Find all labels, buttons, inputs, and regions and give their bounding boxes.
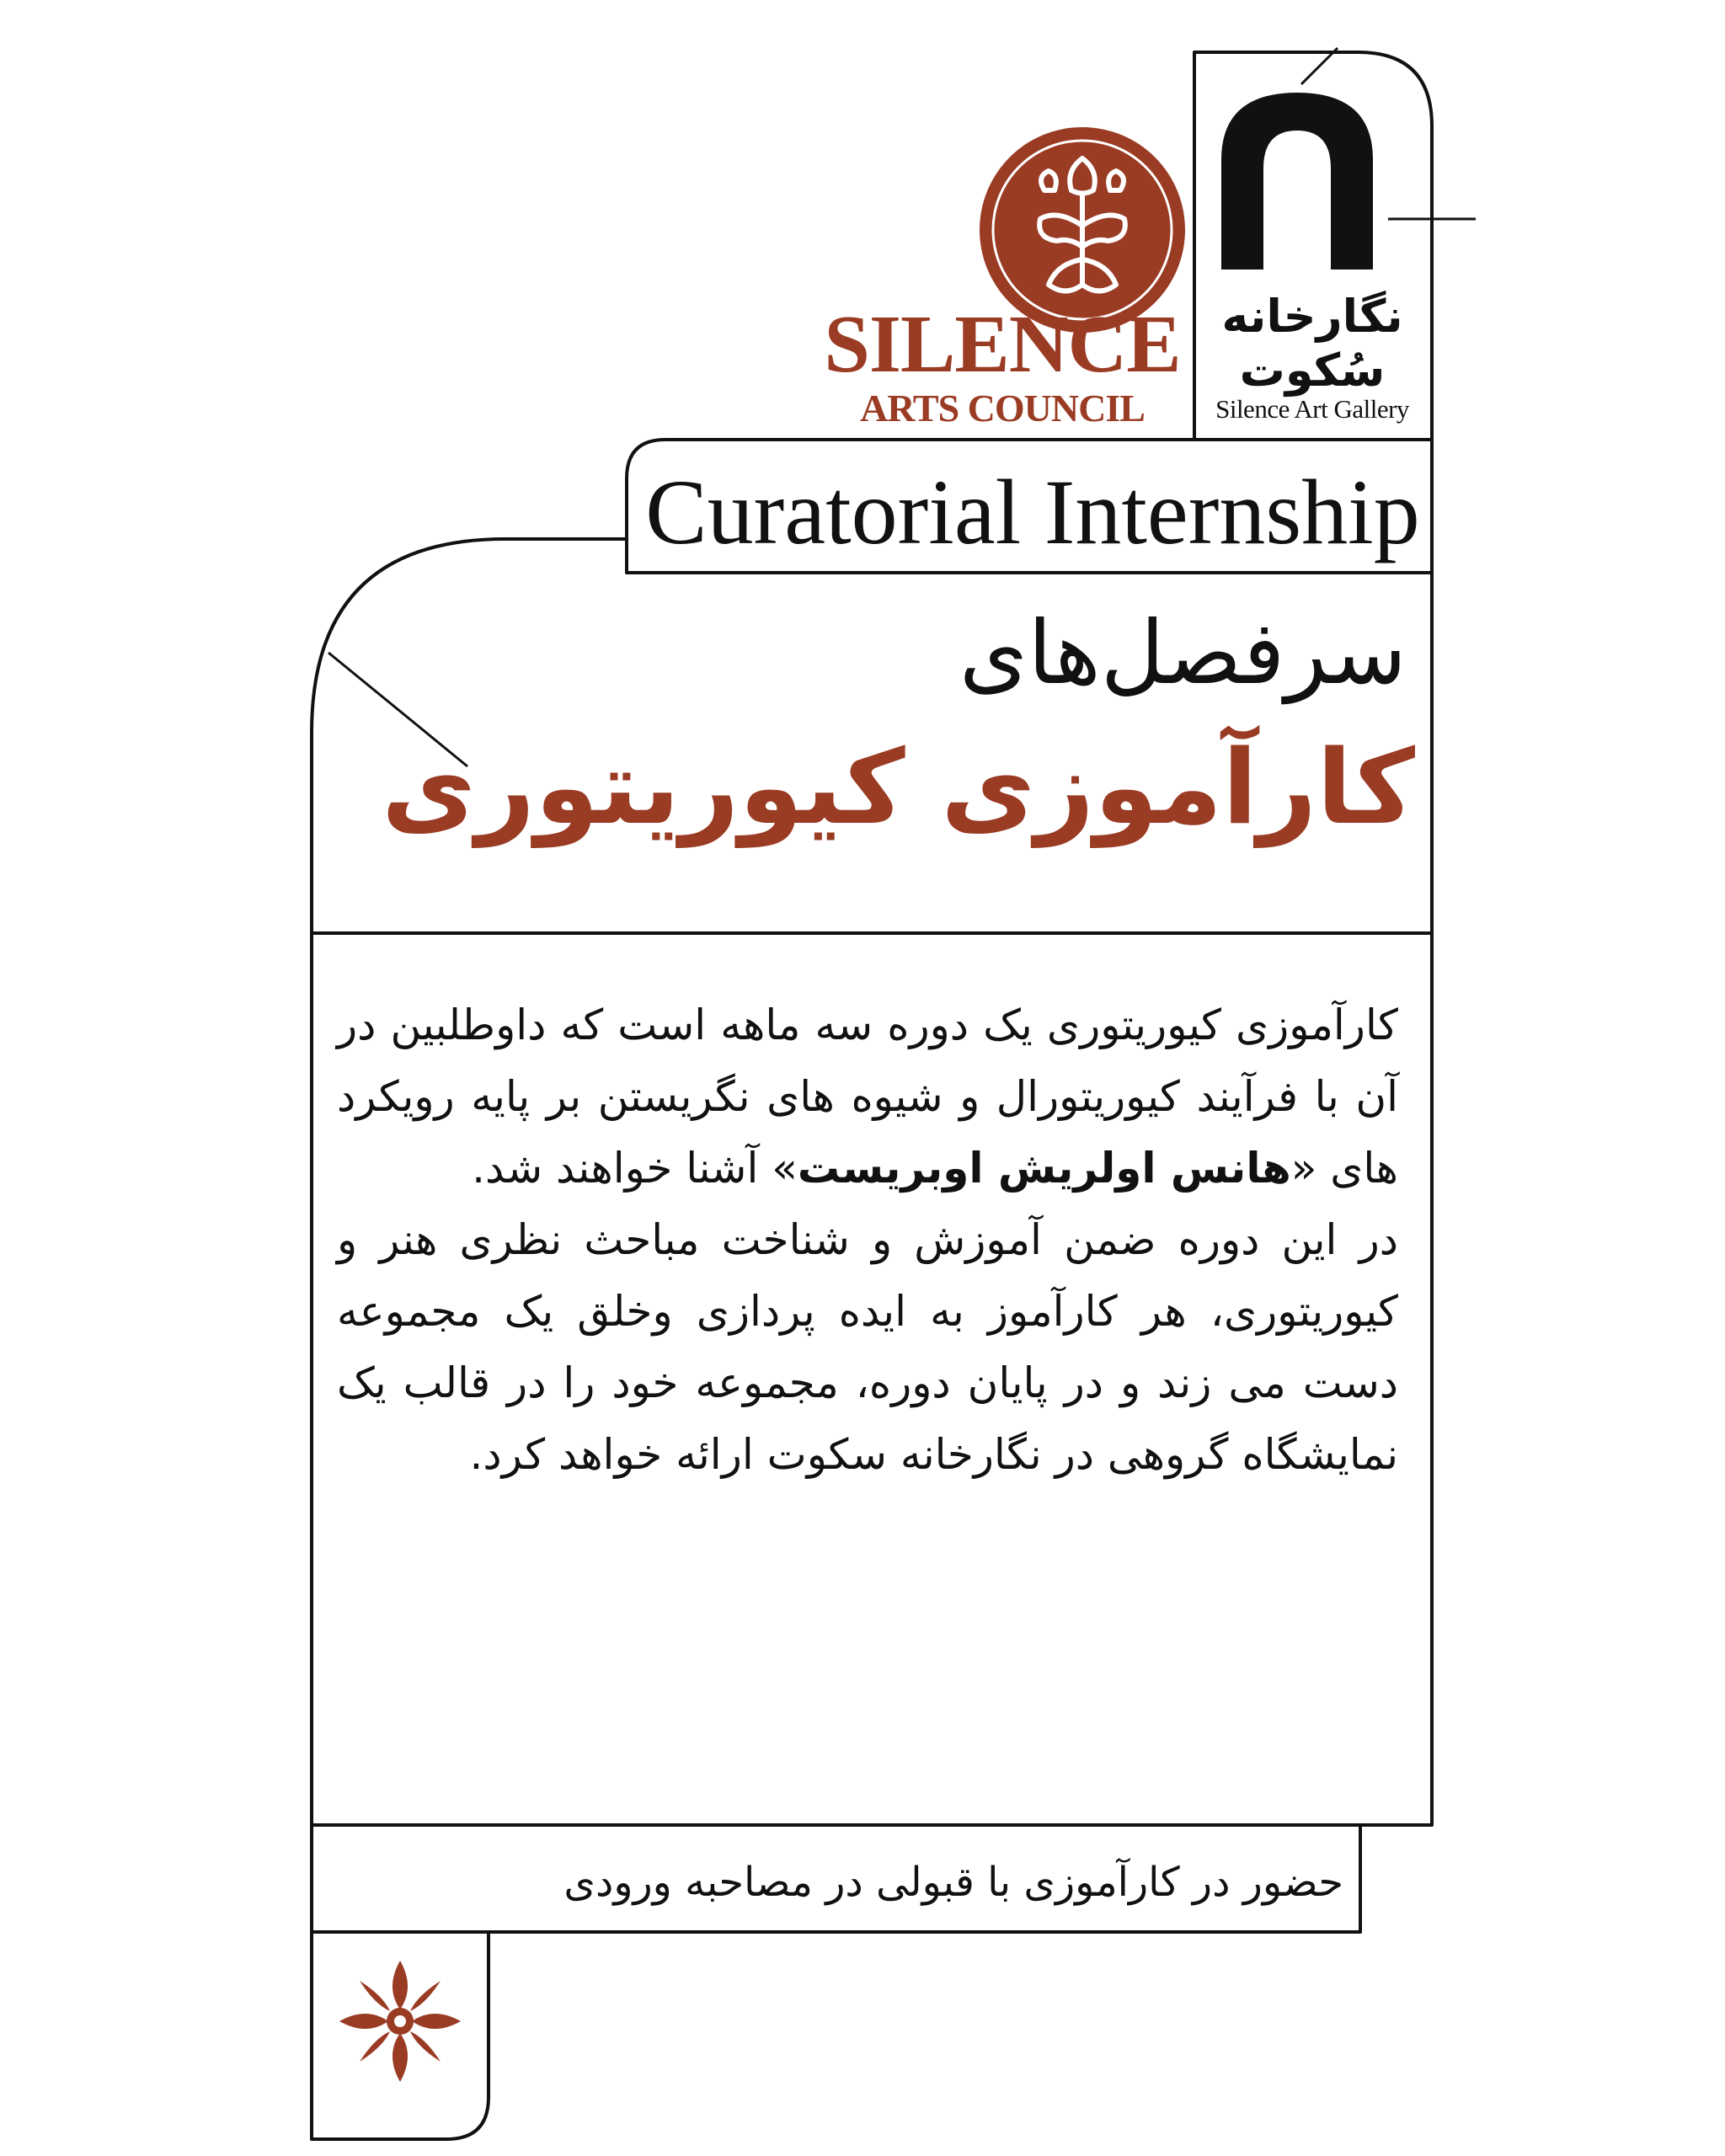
paragraph-1: کارآموزی کیوریتوری یک دوره سه ماهه است که داوطلبین در آن با فرآیند کیوریتورال و شیوه های نگریستن بر پایه رویکرد های «هانس اولریش اوبریست» آشنا خواهند شد. — [337, 1001, 1398, 1193]
subtitle-fa: سرفصل‌های — [959, 601, 1407, 704]
program-title: Curatorial Internship — [645, 461, 1420, 563]
flower-ornament-icon — [333, 1954, 467, 2089]
gallery-name-fa: نگارخانه سُکوت — [1221, 290, 1403, 397]
arched-window-icon — [1213, 84, 1381, 278]
mentor-name: هانس اولریش اوبریست — [797, 1144, 1291, 1193]
description — [337, 990, 1398, 1491]
council-subtitle: ARTS COUNCIL — [860, 387, 1145, 430]
headline-fa: کارآموزی کیوریتوری — [382, 728, 1415, 847]
paragraph-2: در این دوره ضمن آموزش و شناخت مباحث نظری هنر و کیوریتوری، هر کارآموز به ایده پردازی وخلق یک مجموعه دست می زند و در پایان دوره، مجموعه خود را در قالب یک نمایشگاه گروهی در نگارخانه سکوت ارائه خواهد کرد. — [337, 1215, 1398, 1479]
admission-note: حضور در کارآموزی با قبولی در مصاحبه ورودی — [563, 1859, 1343, 1906]
council-name: SILENCE — [824, 299, 1181, 390]
gallery-name-en: Silence Art Gallery — [1215, 394, 1409, 424]
